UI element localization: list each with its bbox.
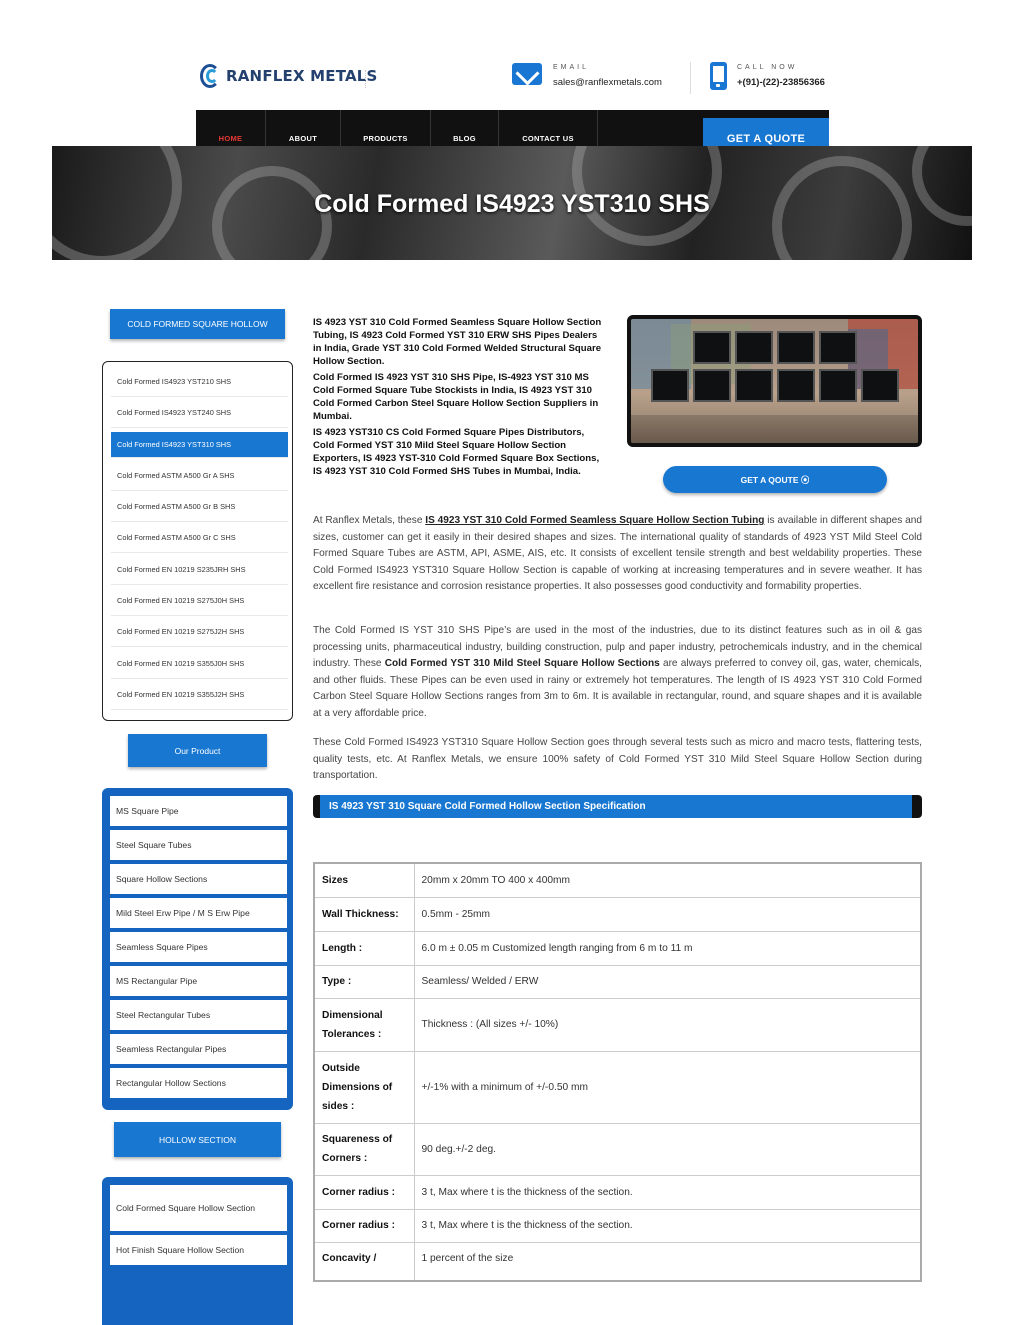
logo-text: RANFLEX METALS (226, 67, 378, 85)
contact-divider (690, 62, 691, 94)
spec-title: IS 4923 YST 310 Square Cold Formed Hollow Section Specification (320, 795, 912, 818)
intro-text (313, 316, 608, 481)
page-banner (52, 146, 972, 260)
spec-value: Seamless/ Welded / ERW (414, 965, 921, 998)
table-row (314, 897, 921, 931)
sidebar-list-our-product (102, 788, 293, 1110)
sidebar-item[interactable]: Cold Formed EN 10219 S275J0H SHS (111, 585, 288, 616)
sidebar-header-cold-formed[interactable]: COLD FORMED SQUARE HOLLOW (110, 309, 285, 339)
table-row (314, 965, 921, 998)
nav-products[interactable]: PRODUCTS (341, 110, 431, 167)
table-row (314, 1051, 921, 1123)
sidebar-item[interactable]: MS Square Pipe (110, 796, 287, 826)
sidebar-header-our-product[interactable]: Our Product (128, 734, 267, 767)
product-link[interactable]: IS 4923 YST 310 Cold Formed Seamless Square Hollow Section Tubing (425, 515, 765, 526)
phone-label: CALL NOW (737, 64, 798, 71)
sidebar-item[interactable]: Steel Square Tubes (110, 830, 287, 860)
sidebar-item[interactable]: Rectangular Hollow Sections (110, 1068, 287, 1098)
spec-value: 0.5mm - 25mm (414, 897, 921, 931)
spec-value: 3 t, Max where t is the thickness of the section. (414, 1209, 921, 1242)
nav-contact-us[interactable]: CONTACT US (499, 110, 598, 167)
sidebar-item[interactable]: Cold Formed EN 10219 S235JRH SHS (111, 554, 288, 585)
sidebar-item[interactable]: MS Rectangular Pipe (110, 966, 287, 996)
spec-key: Type : (314, 965, 414, 998)
logo-icon (200, 62, 222, 90)
spec-key: Length : (314, 931, 414, 965)
sidebar-item[interactable]: Hot Finish Square Hollow Section (110, 1235, 287, 1265)
sidebar-item[interactable]: Cold Formed EN 10219 S355J0H SHS (111, 648, 288, 679)
spec-key: Concavity / (314, 1242, 414, 1281)
spec-value: 1 percent of the size (414, 1242, 921, 1281)
spec-value: 90 deg.+/-2 deg. (414, 1123, 921, 1175)
sidebar-item[interactable]: Cold Formed Square Hollow Section (110, 1185, 287, 1231)
site-logo[interactable] (200, 62, 378, 90)
page-title: Cold Formed IS4923 YST310 SHS (314, 190, 710, 218)
sidebar-item[interactable]: Cold Formed ASTM A500 Gr B SHS (111, 491, 288, 522)
spec-key: Corner radius : (314, 1209, 414, 1242)
table-row (314, 1175, 921, 1209)
sidebar-item[interactable]: Cold Formed EN 10219 S275J2H SHS (111, 616, 288, 647)
sidebar-header-hollow-section[interactable]: HOLLOW SECTION (114, 1122, 281, 1157)
spec-value: Thickness : (All sizes +/- 10%) (414, 998, 921, 1051)
phone-icon (710, 62, 727, 90)
sidebar-item-active[interactable]: Cold Formed IS4923 YST310 SHS (111, 432, 288, 458)
spec-value: +/-1% with a minimum of +/-0.50 mm (414, 1051, 921, 1123)
spec-value: 20mm x 20mm TO 400 x 400mm (414, 863, 921, 897)
description-paragraph-3: These Cold Formed IS4923 YST310 Square Hollow Section goes through several tests such as micro and macro tests, flattering tests, quality tests, etc. At Ranflex Metals, we ensure 100% safety of Cold Formed YST 310 Mild Steel Square Hollow Section during transportation. (313, 737, 922, 781)
spec-title-bar (313, 795, 922, 818)
sidebar-item[interactable]: Cold Formed ASTM A500 Gr A SHS (111, 460, 288, 491)
sidebar-list-cold-formed (102, 361, 293, 721)
description-paragraph-2: The Cold Formed IS YST 310 SHS Pipe’s are used in the most of the industries, due to its distinct features such as in oil & gas processing units, pharmaceutical industry, building construction, pulp and paper industry, petrochemicals industry, and in the chemical industry. These Cold Formed YST 310 Mild Steel Square Hollow Sections are always preferred to convey oil, gas, water, chemicals, and other fluids. These Pipes can be even used in rainy or extremely hot temperatures. The length of IS 4923 YST 310 Cold Formed Carbon Steel Square Hollow Sections ranges from 3m to 6m. It is available in rectangular, round, and square shapes and it is available at a very affordable price. (313, 625, 922, 719)
spec-key: Corner radius : (314, 1175, 414, 1209)
nav-blog[interactable]: BLOG (431, 110, 499, 167)
get-a-quote-button[interactable]: GET A QUOTE (703, 118, 829, 159)
phone-number[interactable]: +(91)-(22)-23856366 (737, 77, 825, 88)
intro-paragraph: Cold Formed IS 4923 YST 310 SHS Pipe, IS-4923 YST 310 MS Cold Formed Square Tube Stockists in India, IS 4923 YST 310 Cold Formed Carbon Steel Square Hollow Section Suppliers in Mumbai. (313, 372, 599, 422)
spec-key: Sizes (314, 863, 414, 897)
sidebar-item[interactable]: Square Hollow Sections (110, 864, 287, 894)
email-address[interactable]: sales@ranflexmetals.com (553, 77, 662, 88)
spec-key: Dimensional Tolerances : (314, 998, 414, 1051)
get-a-quote-pill-button[interactable]: GET A QOUTE ⦿ (663, 466, 887, 493)
nav-about[interactable]: ABOUT (266, 110, 341, 167)
sidebar-item[interactable]: Cold Formed IS4923 YST210 SHS (111, 366, 288, 397)
spec-key: Wall Thickness: (314, 897, 414, 931)
spec-table (313, 862, 922, 1282)
sidebar-item[interactable]: Cold Formed IS4923 YST240 SHS (111, 397, 288, 428)
spec-key: Squareness of Corners : (314, 1123, 414, 1175)
sidebar-list-hollow-section (102, 1177, 293, 1325)
table-row (314, 1123, 921, 1175)
intro-paragraph: IS 4923 YST310 CS Cold Formed Square Pipes Distributors, Cold Formed YST 310 Mild Steel Square Hollow Section Exporters, IS 4923 YST-310 Cold Formed Square Box Sections, IS 4923 YST 310 Cold Formed SHS Tubes in Mumbai, India. (313, 427, 600, 477)
spec-value: 3 t, Max where t is the thickness of the section. (414, 1175, 921, 1209)
email-contact[interactable] (553, 64, 662, 88)
sidebar-item[interactable]: Cold Formed EN 10219 S355J2H SHS (111, 679, 288, 710)
table-row (314, 1209, 921, 1242)
sidebar-item[interactable]: Mild Steel Erw Pipe / M S Erw Pipe (110, 898, 287, 928)
nav-home[interactable]: HOME (196, 110, 266, 167)
intro-paragraph: IS 4923 YST 310 Cold Formed Seamless Square Hollow Section Tubing, IS 4923 Cold Formed YST 310 ERW SHS Pipes Dealers in India, Grade YST 310 Cold Formed Welded Structural Square Hollow Section. (313, 317, 602, 367)
sidebar-item[interactable]: Cold Formed ASTM A500 Gr C SHS (111, 522, 288, 553)
email-label: EMAIL (553, 64, 590, 71)
table-row (314, 1242, 921, 1281)
spec-value: 6.0 m ± 0.05 m Customized length ranging from 6 m to 11 m (414, 931, 921, 965)
phone-contact[interactable] (737, 64, 825, 88)
table-row (314, 931, 921, 965)
sidebar-item[interactable]: Seamless Square Pipes (110, 932, 287, 962)
header-divider (365, 70, 367, 88)
product-photo (627, 315, 922, 447)
spec-key: Outside Dimensions of sides : (314, 1051, 414, 1123)
table-row (314, 863, 921, 897)
sidebar-item[interactable]: Seamless Rectangular Pipes (110, 1034, 287, 1064)
description-paragraph-1: At Ranflex Metals, these IS 4923 YST 310 Cold Formed Seamless Square Hollow Section Tubing is available in different shapes and sizes, customer can get it easily in their desired shapes and sizes. The international quality of standards of 4923 YST Mild Steel Cold Formed Square Tubes are ASTM, API, ASME, AIS, etc. It consists of excellent tensile strength and best weldability properties. These Cold Formed IS4923 YST310 Square Hollow Section is capable of working at increasing temperatures and in severe weather. It has excellent fire resistance and corrosion resistance properties. It also possesses good conductivity and formability properties. (313, 515, 922, 592)
email-icon (512, 63, 542, 85)
sidebar-item[interactable]: Steel Rectangular Tubes (110, 1000, 287, 1030)
table-row (314, 998, 921, 1051)
